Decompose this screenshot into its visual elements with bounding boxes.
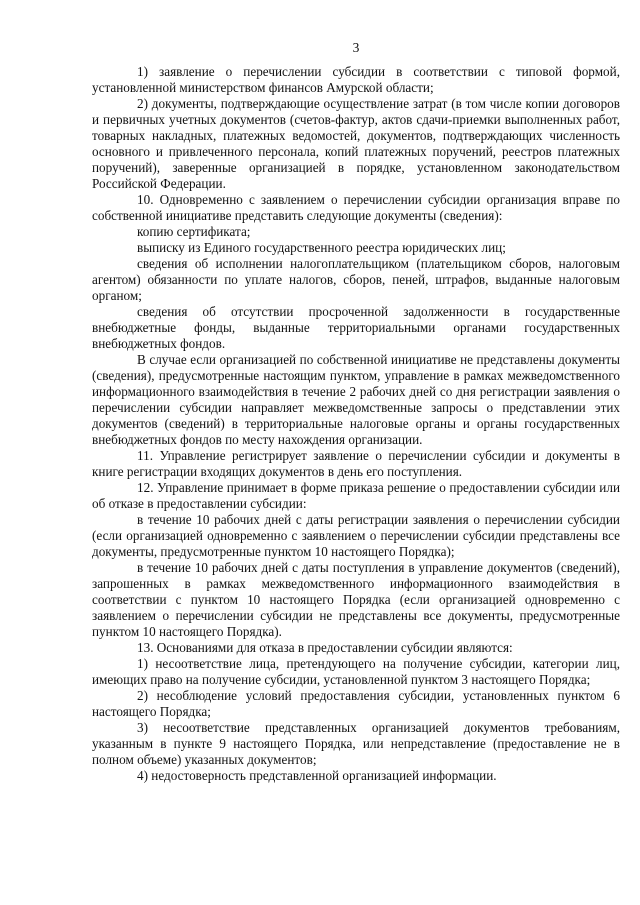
page-number: 3 [352,40,360,55]
paragraph-item-12: 12. Управление принимает в форме приказа решение о предоставлении субсидии или об отказе в предоставлении субсидии: [92,480,620,511]
paragraph-funds-debt-info: сведения об отсутствии просроченной задолженности в государственные внебюджетные фонды, выданные территориальными органами государственных внебюджетных фондов. [92,304,620,351]
paragraph-item-10: 10. Одновременно с заявлением о перечислении субсидии организация вправе по собственной инициативе представить следующие документы (сведения): [92,192,620,223]
paragraph-tax-info: сведения об исполнении налогоплательщиком (плательщиком сборов, налоговым агентом) обязанности по уплате налогов, сборов, пеней, штрафов, выданные налоговым органом; [92,256,620,303]
document-body [92,64,620,784]
paragraph-12-term-registration: в течение 10 рабочих дней с даты регистрации заявления о перечислении субсидии (если организацией одновременно с заявлением о перечислении субсидии представлены все документы, предусмотренные пунктом 10 настоящего Порядка); [92,512,620,559]
paragraph-item-13: 13. Основаниями для отказа в предоставлении субсидии являются: [137,640,513,655]
paragraph-egrul-extract: выписку из Единого государственного реестра юридических лиц; [137,240,506,255]
paragraph-interagency-requests: В случае если организацией по собственной инициативе не представлены документы (сведения), предусмотренные настоящим пунктом, управление в рамках межведомственного информационного взаимодействия в течение 2 рабочих дней со дня регистрации заявления о перечислении субсидии направляет межведомственные запросы о представлении этих документов (сведений) в территориальные налоговые органы и органы государственных внебюджетных фондов по месту нахождения организации. [92,352,620,447]
paragraph-1-application: 1) заявление о перечислении субсидии в соответствии с типовой формой, установленной министерством финансов Амурской области; [92,64,620,95]
paragraph-13-reason-4: 4) недостоверность представленной организацией информации. [137,768,497,783]
paragraph-13-reason-3: 3) несоответствие представленных организацией документов требованиям, указанным в пункте 9 настоящего Порядка, или непредставление (предоставление не в полном объеме) указанных документов; [92,720,620,767]
paragraph-certificate-copy: копию сертификата; [137,224,251,239]
paragraph-12-term-receipt: в течение 10 рабочих дней с даты поступления в управление документов (сведений), запрошенных в рамках межведомственного информационного взаимодействия в соответствии с пунктом 10 настоящего Порядка (если организацией одновременно с заявлением о перечислении субсидии не представлены все документы, предусмотренные пунктом 10 настоящего Порядка). [92,560,620,639]
paragraph-2-cost-documents: 2) документы, подтверждающие осуществление затрат (в том числе копии договоров и первичных учетных документов (счетов-фактур, актов сдачи-приемки выполненных работ, товарных накладных, платежных ведомостей, документов, подтверждающих численность основного и привлеченного персонала, копий платежных поручений, реестров платежных поручений), заверенные организацией в порядке, установленном законодательством Российской Федерации. [92,96,620,191]
paragraph-13-reason-1: 1) несоответствие лица, претендующего на получение субсидии, категории лиц, имеющих право на получение субсидии, установленной пунктом 3 настоящего Порядка; [92,656,620,687]
paragraph-item-11: 11. Управление регистрирует заявление о перечислении субсидии и документы в книге регистрации входящих документов в день его поступления. [92,448,620,479]
paragraph-13-reason-2: 2) несоблюдение условий предоставления субсидии, установленных пунктом 6 настоящего Порядка; [92,688,620,719]
